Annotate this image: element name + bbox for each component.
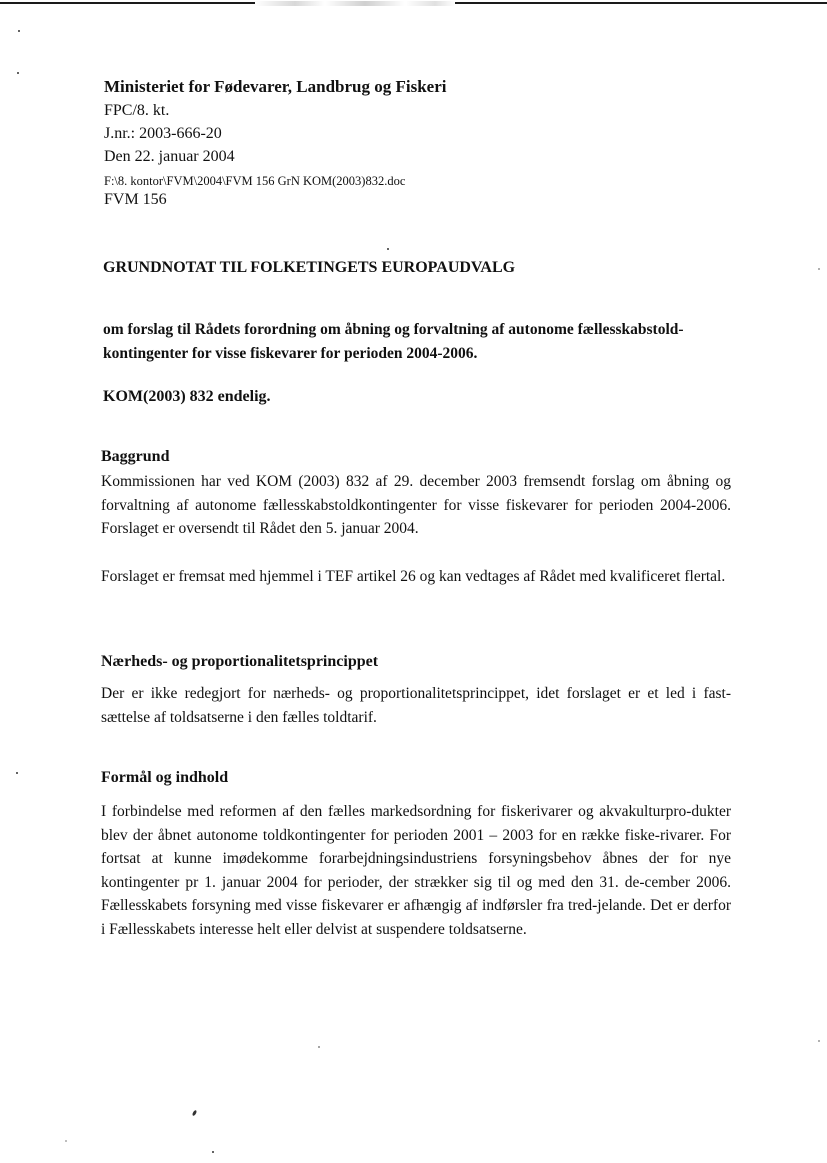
scan-speck (318, 1046, 320, 1048)
ministry-name: Ministeriet for Fødevarer, Landbrug og Fiskeri (104, 77, 447, 96)
scan-speck (18, 30, 20, 32)
journal-number: J.nr.: 2003-666-20 (104, 125, 222, 142)
section-paragraph: Forslaget er fremsat med hjemmel i TEF artikel 26 og kan vedtages af Rådet med kvalificeret flertal. (101, 568, 726, 585)
com-reference: KOM(2003) 832 endelig. (103, 388, 271, 405)
document-date: Den 22. januar 2004 (104, 148, 235, 165)
scan-speck (16, 772, 18, 774)
section-paragraph: Kommissionen har ved KOM (2003) 832 af 29. december 2003 fremsendt forslag om åbning og forvaltning af autonome fællesskabstoldkontingenter for visse fiskevarer for perioden 2004-2006. Forslaget er oversendt til Rådet den 5. januar 2004. (101, 473, 731, 537)
section-heading-purpose: Formål og indhold (101, 769, 229, 786)
section-paragraph: Der er ikke redegjort for nærheds- og proportionalitetsprincippet, idet forslaget er et led i fast-sættelse af toldsatserne i den fælles toldtarif. (101, 685, 731, 726)
section-paragraph: I forbindelse med reformen af den fælles markedsordning for fiskerivarer og akvakulturpro-dukter blev der åbnet autonome toldkontingenter for perioden 2001 – 2003 for en række fiske-rivarer. For fortsat at kunne imødekomme forarbejdningsindustriens forsyningsbehov åbnes der for nye kontingenter pr 1. januar 2004 for perioder, der strækker sig til og med den 31. de-cember 2006. Fællesskabets forsyning med visse fiskevarer er afhængig af indførsler fra tred-jelande. Det er derfor i Fællesskabets interesse helt eller delvist at suspendere toldsatserne. (101, 803, 731, 938)
document-title: GRUNDNOTAT TIL FOLKETINGETS EUROPAUDVALG (103, 259, 516, 276)
scan-speck (818, 1040, 820, 1042)
office-code: FPC/8. kt. (104, 102, 170, 119)
file-path: F:\8. kontor\FVM\2004\FVM 156 GrN KOM(2003)832.doc (104, 174, 406, 188)
section-heading-background: Baggrund (101, 448, 170, 465)
scan-speck (65, 1140, 67, 1142)
scan-speck (212, 1151, 214, 1153)
scan-speck (818, 268, 820, 270)
fvm-number: FVM 156 (104, 191, 167, 208)
scan-speck (387, 248, 389, 250)
scan-noise (255, 1, 455, 6)
section-heading-subsidiarity: Nærheds- og proportionalitetsprincippet (101, 653, 379, 670)
scan-speck (17, 72, 19, 74)
document-subtitle: om forslag til Rådets forordning om åbning og forvaltning af autonome fællesskabstold-kontingenter for visse fiskevarer for perioden 2004-2006. (103, 321, 684, 362)
scan-speck (192, 1110, 198, 1117)
